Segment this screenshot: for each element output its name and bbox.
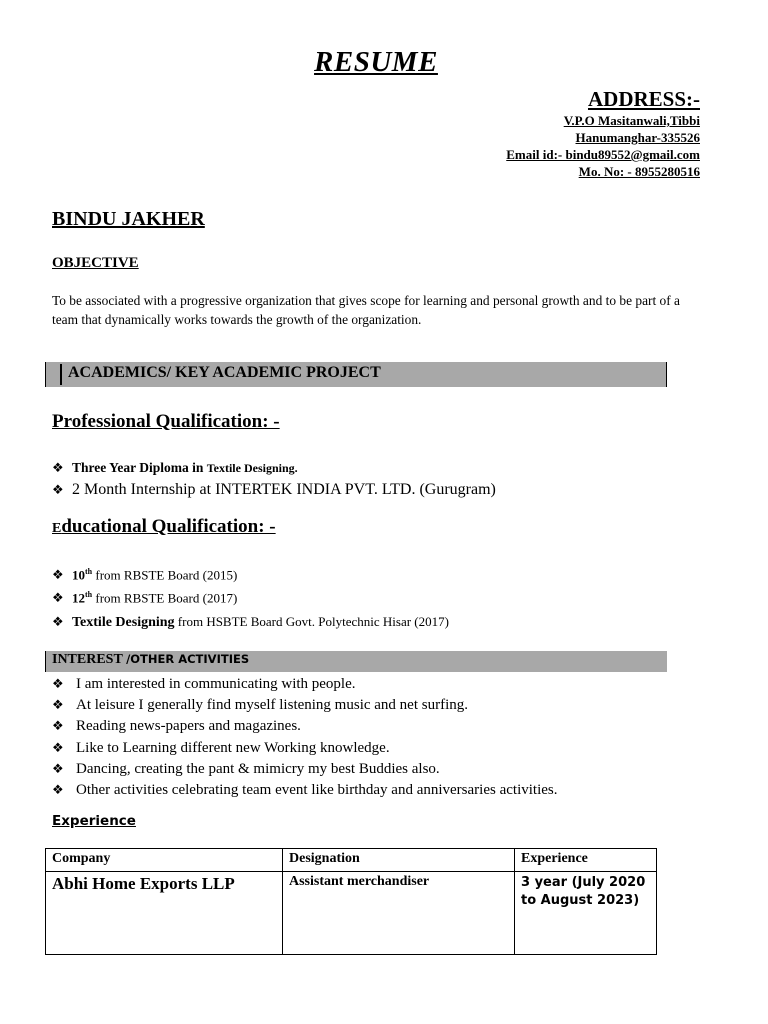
column-header-company: Company [46,849,283,872]
academics-section-bar [45,362,667,387]
experience-heading: Experience [52,813,136,829]
interest-text: Other activities celebrating team event like birthday and anniversaries activities. [76,782,558,799]
diamond-bullet-icon: ❖ [52,698,64,714]
objective-heading: OBJECTIVE [52,255,139,271]
educational-heading-rest: ducational Qualification: - [61,516,276,537]
interest-list [52,674,557,801]
email-line: Email id:- bindu89552@gmail.com [506,147,700,162]
resume-title: RESUME [314,46,438,78]
grade-number: 10 [72,567,85,583]
interest-text: Reading news-papers and magazines. [76,718,301,735]
cell-designation: Assistant merchandiser [283,872,515,955]
education-detail: from RBSTE Board (2017) [92,590,238,606]
grade-suffix: th [85,590,93,599]
interest-item [52,780,557,801]
address-heading: ADDRESS:- [587,87,700,111]
internship-text: 2 Month Internship at INTERTEK INDIA PVT. LTD. (Gurugram) [72,481,496,498]
table-header-row [46,849,657,872]
cell-company: Abhi Home Exports LLP [46,872,283,955]
diamond-bullet-icon: ❖ [52,783,64,799]
professional-item-internship [52,481,496,499]
interest-item [52,738,557,759]
interest-item [52,674,557,695]
diploma-text: Three Year Diploma in [72,460,207,475]
education-item-12th [52,590,237,606]
educational-qualification-heading [52,516,276,538]
professional-item-diploma [52,460,298,476]
diamond-bullet-icon: ❖ [52,461,64,476]
professional-qualification-heading: Professional Qualification: - [52,411,280,432]
course-name: Textile Designing [72,615,175,630]
diamond-bullet-icon: ❖ [52,677,64,692]
diamond-bullet-icon: ❖ [52,591,64,607]
section-bar-accent [60,364,62,385]
interest-heading-main: INTEREST [52,652,127,667]
diamond-bullet-icon: ❖ [52,615,64,630]
interest-text: I am interested in communicating with people. [76,676,356,692]
diamond-bullet-icon: ❖ [52,719,64,735]
educational-heading-initial: E [52,521,62,536]
phone-line: Mo. No: - 8955280516 [578,164,700,179]
education-detail: from HSBTE Board Govt. Polytechnic Hisar (2017) [174,614,449,629]
grade-suffix: th [85,567,93,576]
interest-heading [52,652,249,668]
address-block [506,86,700,180]
table-row [46,872,657,955]
address-line-village: V.P.O Masitanwali,Tibbi [563,113,700,128]
diamond-bullet-icon: ❖ [52,740,64,756]
address-line-city: Hanumanghar-335526 [575,130,700,145]
diamond-bullet-icon: ❖ [52,568,64,584]
interest-heading-sub: /OTHER ACTIVITIES [126,652,250,666]
candidate-name: BINDU JAKHER [52,208,205,230]
grade-number: 12 [72,590,85,606]
education-item-diploma [52,614,449,631]
interest-text: At leisure I generally find myself listening music and net surfing. [76,697,468,714]
academics-heading: ACADEMICS/ KEY ACADEMIC PROJECT [68,364,381,381]
objective-text: To be associated with a progressive organization that gives scope for learning and personal growth and to be part of a team that dynamically works towards the growth of the organization. [52,293,680,327]
interest-text: Dancing, creating the pant & mimicry my best Buddies also. [76,760,440,777]
diamond-bullet-icon: ❖ [52,761,64,777]
interest-section-bar [45,651,667,672]
interest-item [52,759,557,780]
interest-item [52,695,557,716]
interest-item [52,716,557,737]
cell-duration: 3 year (July 2020 to August 2023) [515,872,657,955]
experience-table [45,848,657,955]
diamond-bullet-icon: ❖ [52,483,64,498]
interest-text: Like to Learning different new Working knowledge. [76,739,390,756]
column-header-designation: Designation [283,849,515,872]
education-item-10th [52,567,237,583]
column-header-experience: Experience [515,849,657,872]
education-detail: from RBSTE Board (2015) [92,567,238,583]
diploma-subject: Textile Designing. [206,461,298,475]
